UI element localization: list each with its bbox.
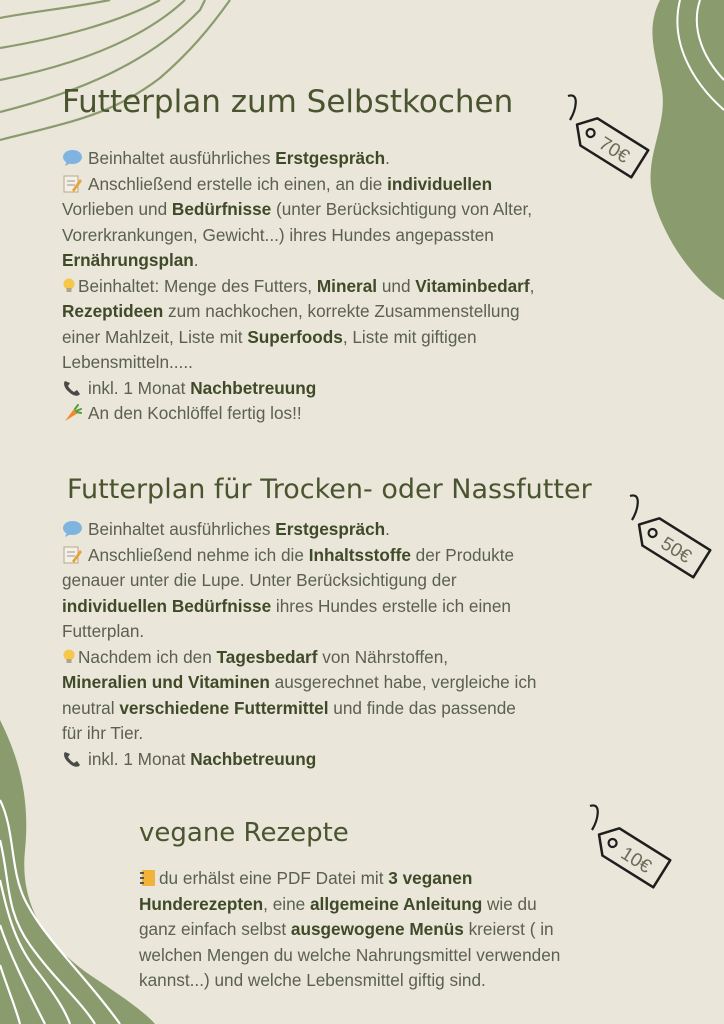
text-line: einer Mahlzeit, Liste mit Superfoods, Liste mit giftigen xyxy=(62,326,477,347)
price-label-70: 70€ xyxy=(594,133,633,168)
text-line: Vorlieben und Bedürfnisse (unter Berücksichtigung von Alter, xyxy=(62,199,533,219)
notebook-icon xyxy=(139,869,157,887)
price-label-10: 10€ xyxy=(616,843,655,878)
phone-icon xyxy=(62,750,83,768)
speech-bubble-icon xyxy=(62,520,83,538)
section-body-vegane-rezepte xyxy=(139,866,699,994)
price-label-50: 50€ xyxy=(656,533,695,568)
lightbulb-icon xyxy=(62,648,76,666)
text-line: Mineralien und Vitaminen ausgerechnet habe, vergleiche ich xyxy=(62,672,537,692)
speech-bubble-icon xyxy=(62,149,83,167)
text-line: ganz einfach selbst ausgewogene Menüs kreierst ( in xyxy=(139,919,554,939)
text-line: Rezeptideen zum nachkochen, korrekte Zusammenstellung xyxy=(62,301,520,321)
text-line: inkl. 1 Monat Nachbetreuung xyxy=(62,376,682,402)
text-line: Lebensmitteln..... xyxy=(62,352,193,372)
text-line: Beinhaltet: Menge des Futters, Mineral und Vitaminbedarf, xyxy=(62,274,682,300)
text-line: Nachdem ich den Tagesbedarf von Nährstoffen, xyxy=(62,645,682,671)
text-line: An den Kochlöffel fertig los!! xyxy=(62,401,682,427)
text-line: Beinhaltet ausführliches Erstgespräch. xyxy=(62,146,682,172)
memo-icon xyxy=(62,546,83,564)
section-body-trockenfutter xyxy=(62,517,682,772)
text-line: Ernährungsplan. xyxy=(62,250,199,270)
text-line: für ihr Tier. xyxy=(62,723,144,743)
section-title-selbstkochen: Futterplan zum Selbstkochen xyxy=(62,84,514,120)
text-line: du erhälst eine PDF Datei mit 3 veganen xyxy=(139,866,699,892)
text-line: Anschließend erstelle ich einen, an die individuellen xyxy=(62,172,682,198)
text-line: welchen Mengen du welche Nahrungsmittel verwenden xyxy=(139,944,561,965)
memo-icon xyxy=(62,175,83,193)
lightbulb-icon xyxy=(62,277,76,295)
text-line: Beinhaltet ausführliches Erstgespräch. xyxy=(62,517,682,543)
text-line: inkl. 1 Monat Nachbetreuung xyxy=(62,747,682,773)
section-title-vegane-rezepte: vegane Rezepte xyxy=(139,818,349,848)
text-line: neutral verschiedene Futtermittel und finde das passende xyxy=(62,697,516,718)
text-line: Futterplan. xyxy=(62,621,145,641)
text-line: Anschließend nehme ich die Inhaltsstoffe der Produkte xyxy=(62,543,682,569)
text-line: Vorerkrankungen, Gewicht...) ihres Hundes angepassten xyxy=(62,224,494,245)
text-line: kannst...) und welche Lebensmittel giftig sind. xyxy=(139,970,486,990)
carrot-icon xyxy=(62,404,83,422)
section-body-selbstkochen xyxy=(62,146,682,427)
text-line: genauer unter die Lupe. Unter Berücksichtigung der xyxy=(62,570,457,590)
text-line: individuellen Bedürfnisse ihres Hundes erstelle ich einen xyxy=(62,595,511,616)
section-title-trockenfutter: Futterplan für Trocken- oder Nassfutter xyxy=(67,474,592,505)
text-line: Hunderezepten, eine allgemeine Anleitung wie du xyxy=(139,893,537,914)
phone-icon xyxy=(62,379,83,397)
